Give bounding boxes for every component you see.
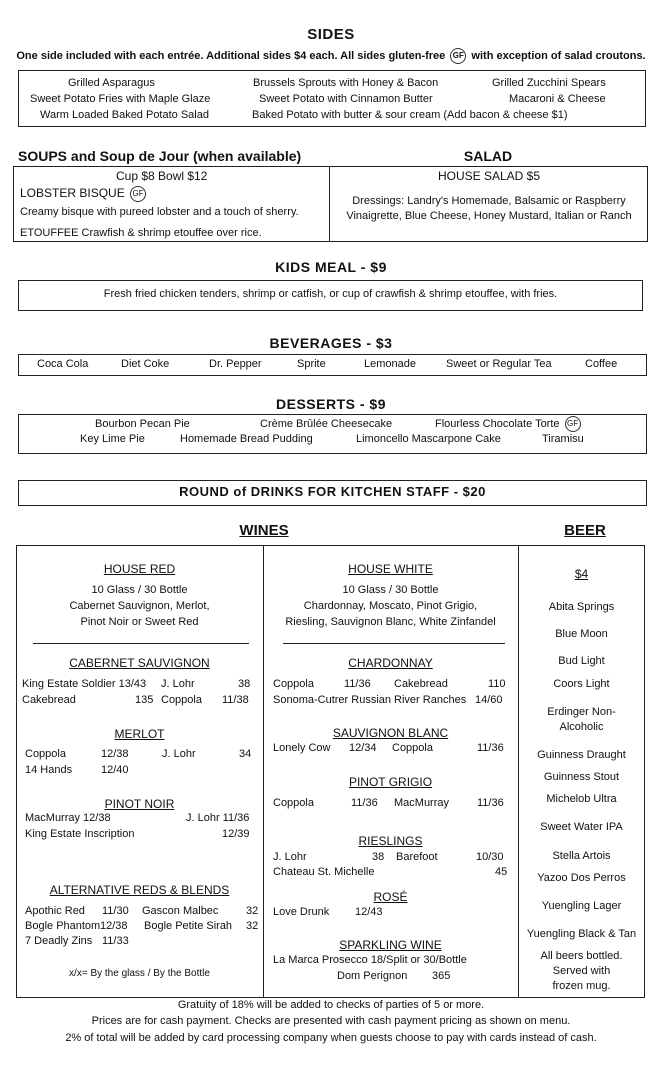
wine-entry: Cakebread <box>22 694 76 706</box>
beer-item: Erdinger Non- <box>547 706 616 718</box>
soup-prices: Cup $8 Bowl $12 <box>116 169 208 183</box>
beer-item: Guinness Draught <box>537 749 626 761</box>
round-drinks-text: ROUND of DRINKS FOR KITCHEN STAFF - $20 <box>179 484 486 499</box>
desserts-title: DESSERTS - $9 <box>276 396 386 412</box>
wine-entry: La Marca Prosecco 18/Split or 30/Bottle <box>273 954 467 966</box>
wine-entry: Coppola <box>273 797 314 809</box>
footer-gratuity: Gratuity of 18% will be added to checks of parties of 5 or more. <box>177 999 485 1011</box>
dessert-item: Crème Brûlée Cheesecake <box>260 418 393 430</box>
wine-entry: Bogle Phantom <box>25 920 101 932</box>
wine-entry: Lonely Cow <box>273 742 331 754</box>
dessert-item: Bourbon Pecan Pie <box>95 418 190 430</box>
side-item: Sweet Potato with Cinnamon Butter <box>259 93 433 105</box>
wine-entry: Gascon Malbec <box>142 905 219 917</box>
wine-entry: Barefoot <box>396 851 438 863</box>
cabernet-title: CABERNET SAUVIGNON <box>69 656 210 670</box>
beer-item: Coors Light <box>553 678 610 690</box>
dessert-item: Key Lime Pie <box>80 433 145 445</box>
wine-price: 11/36 <box>477 742 504 754</box>
kids-title: KIDS MEAL - $9 <box>275 259 387 275</box>
side-item: Baked Potato with butter & sour cream (Add bacon & cheese $1) <box>252 109 568 121</box>
soups-title: SOUPS and Soup de Jour (when available) <box>18 148 302 164</box>
wine-price: 12/40 <box>101 764 129 776</box>
house-white-varietals: Riesling, Sauvignon Blanc, White Zinfandel <box>285 616 496 628</box>
salad-title: SALAD <box>463 148 513 164</box>
lobster-desc: Creamy bisque with pureed lobster and a touch of sherry. <box>20 206 299 218</box>
sparkling-title: SPARKLING WINE <box>339 938 442 952</box>
rose-title: ROSÉ <box>373 890 408 904</box>
wine-price: 11/36 <box>351 797 378 809</box>
side-item: Macaroni & Cheese <box>509 93 606 105</box>
house-white-varietals: Chardonnay, Moscato, Pinot Grigio, <box>303 600 478 612</box>
wine-price: 12/38 <box>101 748 129 760</box>
side-item: Sweet Potato Fries with Maple Glaze <box>30 93 211 105</box>
sides-note-b: with exception of salad croutons. <box>471 49 646 62</box>
wine-price: 38 <box>238 678 251 690</box>
kids-desc: Fresh fried chicken tenders, shrimp or catfish, or cup of crawfish & shrimp etouffee, with fries. <box>103 288 558 300</box>
side-item: Grilled Asparagus <box>68 77 155 89</box>
wine-price: 12/43 <box>355 906 383 918</box>
footer-pricing: Prices are for cash payment. Checks are presented with cash payment pricing as shown on menu. <box>91 1015 571 1027</box>
beverage-item: Diet Coke <box>121 358 170 370</box>
dressings-line2: Vinaigrette, Blue Cheese, Honey Mustard, Italian or Ranch <box>346 210 632 222</box>
wine-entry: Bogle Petite Sirah <box>144 920 233 932</box>
divider <box>33 643 249 644</box>
beverage-item: Coffee <box>585 358 618 370</box>
wine-entry: 14 Hands <box>25 764 73 776</box>
wine-price: 11/33 <box>102 935 129 947</box>
wine-column-divider <box>263 545 264 998</box>
footer-card-fee: 2% of total will be added by card processing company when guests choose to pay with cards instead of cash. <box>65 1032 597 1044</box>
wine-entry: Chateau St. Michelle <box>273 866 375 878</box>
house-red-title: HOUSE RED <box>103 562 176 576</box>
wine-price: 110 <box>488 678 506 690</box>
dessert-item: Tiramisu <box>542 433 584 445</box>
wine-entry: Love Drunk <box>273 906 330 918</box>
beer-item: Bud Light <box>558 655 605 667</box>
wine-entry: J. Lohr <box>273 851 307 863</box>
wine-entry: MacMurray <box>394 797 450 809</box>
sides-note <box>0 48 662 64</box>
wine-entry: Apothic Red <box>25 905 85 917</box>
wine-price: 45 <box>495 866 508 878</box>
wine-entry: J. Lohr <box>162 748 196 760</box>
beer-item: Yuengling Lager <box>541 900 622 912</box>
house-red-varietals: Pinot Noir or Sweet Red <box>80 616 199 628</box>
wine-entry: Coppola <box>392 742 433 754</box>
house-white-title: HOUSE WHITE <box>348 562 433 576</box>
wine-entry: J. Lohr <box>161 678 195 690</box>
gluten-free-icon: GF <box>565 416 581 432</box>
beer-item: Yazoo Dos Perros <box>537 872 626 884</box>
dessert-item: Homemade Bread Pudding <box>180 433 313 445</box>
beer-item: Guinness Stout <box>543 771 620 783</box>
wine-price: 11/36 <box>477 797 504 809</box>
wine-price: 34 <box>239 748 252 760</box>
wine-price: 10/30 <box>476 851 504 863</box>
beverage-item: Dr. Pepper <box>209 358 262 370</box>
sides-title: SIDES <box>307 26 355 43</box>
wine-price: 11/38 <box>222 694 249 706</box>
wine-price: 12/39 <box>222 828 250 840</box>
wine-entry: J. Lohr 11/36 <box>186 812 250 824</box>
beer-item: Stella Artois <box>552 850 611 862</box>
etouffee: ETOUFFEE Crawfish & shrimp etouffee over rice. <box>20 227 262 239</box>
house-red-varietals: Cabernet Sauvignon, Merlot, <box>69 600 210 612</box>
wine-price: 135 <box>135 694 154 706</box>
side-item: Grilled Zucchini Spears <box>492 77 606 89</box>
lobster-bisque-label: LOBSTER BISQUE <box>20 186 125 201</box>
beer-price: $4 <box>574 567 589 581</box>
beer-item: Abita Springs <box>548 601 615 613</box>
beer-item: Yuengling Black & Tan <box>526 928 637 940</box>
wine-entry: Coppola <box>25 748 66 760</box>
beverage-item: Sprite <box>297 358 326 370</box>
wine-price: 12/38 <box>100 920 128 932</box>
wine-price: 14/60 <box>475 694 503 706</box>
chardonnay-title: CHARDONNAY <box>348 656 433 670</box>
wine-entry: 7 Deadly Zins <box>25 935 93 947</box>
wines-title: WINES <box>239 522 289 539</box>
wine-entry: Sonoma-Cutrer Russian River Ranches <box>273 694 467 706</box>
wine-entry: Cakebread <box>394 678 448 690</box>
side-item: Brussels Sprouts with Honey & Bacon <box>253 77 439 89</box>
wine-price: 11/36 <box>344 678 371 690</box>
wine-price: 11/30 <box>102 905 129 917</box>
house-white-price: 10 Glass / 30 Bottle <box>342 584 439 596</box>
rieslings-title: RIESLINGS <box>358 834 423 848</box>
beverage-item: Sweet or Regular Tea <box>446 358 552 370</box>
wine-entry: King Estate Soldier 13/43 <box>22 678 147 690</box>
wine-entry: MacMurray 12/38 <box>25 812 111 824</box>
pinot-noir-title: PINOT NOIR <box>104 797 175 811</box>
wine-price: 38 <box>372 851 385 863</box>
sides-note-a: One side included with each entrée. Additional sides $4 each. All sides gluten-free <box>16 49 446 62</box>
price-legend: x/x= By the glass / By the Bottle <box>69 968 210 979</box>
beverages-box <box>18 354 647 376</box>
beer-item: Blue Moon <box>555 628 608 640</box>
beverages-title: BEVERAGES - $3 <box>269 335 393 351</box>
wine-price: 365 <box>432 970 451 982</box>
wine-entry: Coppola <box>161 694 202 706</box>
divider <box>283 643 505 644</box>
wine-price: 32 <box>246 920 259 932</box>
beer-item: Alcoholic <box>559 721 604 733</box>
lobster-bisque <box>20 186 148 202</box>
house-red-price: 10 Glass / 30 Bottle <box>91 584 188 596</box>
dressings-line1: Dressings: Landry's Homemade, Balsamic or Raspberry <box>352 195 626 207</box>
beer-item: Sweet Water IPA <box>540 821 623 833</box>
beer-title: BEER <box>564 522 606 539</box>
side-item: Warm Loaded Baked Potato Salad <box>40 109 209 121</box>
gluten-free-icon: GF <box>450 48 466 64</box>
wine-price: 12/34 <box>349 742 377 754</box>
beer-item: Michelob Ultra <box>546 793 617 805</box>
gluten-free-icon: GF <box>130 186 146 202</box>
dessert-item: Limoncello Mascarpone Cake <box>356 433 501 445</box>
beer-note: frozen mug. <box>552 980 611 992</box>
merlot-title: MERLOT <box>114 727 165 741</box>
pinot-grigio-title: PINOT GRIGIO <box>348 775 433 789</box>
beverage-item: Coca Cola <box>37 358 89 370</box>
alt-reds-title: ALTERNATIVE REDS & BLENDS <box>49 883 230 897</box>
beverage-item: Lemonade <box>364 358 416 370</box>
wine-entry: Coppola <box>273 678 314 690</box>
sauv-blanc-title: SAUVIGNON BLANC <box>332 726 449 740</box>
house-salad: HOUSE SALAD $5 <box>437 169 541 183</box>
beer-note: All beers bottled. <box>540 950 623 962</box>
dessert-torte-label: Flourless Chocolate Torte <box>435 417 560 430</box>
beer-note: Served with <box>552 965 611 977</box>
wine-entry: King Estate Inscription <box>25 828 135 840</box>
wine-price: 32 <box>246 905 259 917</box>
dessert-item <box>435 416 583 432</box>
wine-entry: Dom Perignon <box>337 970 408 982</box>
